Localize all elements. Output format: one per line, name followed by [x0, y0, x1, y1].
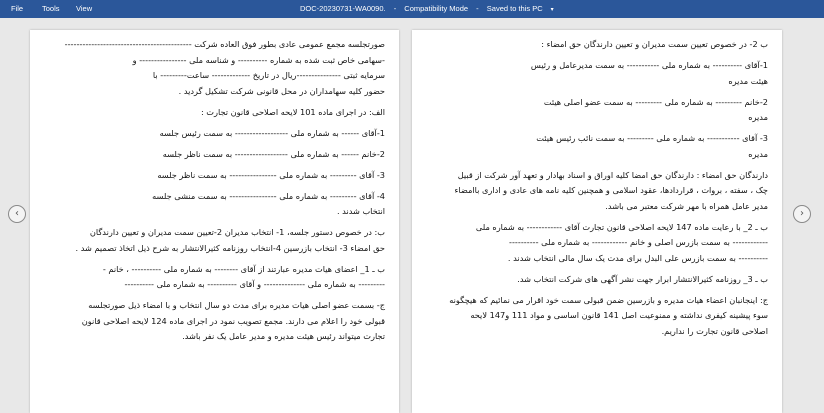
page-text [428, 38, 768, 340]
text-line: مدیر عامل همراه با مهر شرکت معتبر می باشد. [605, 200, 768, 211]
save-status-label: Saved to this PC [486, 4, 543, 13]
text-line: حق امضاء 3- انتخاب بازرسین 4-انتخاب روزنامه کثیرالانتشار به شرح ذیل اتخاذ تصمیم شد . [75, 242, 385, 253]
previous-page-arrow-icon[interactable]: ‹ [8, 205, 26, 223]
document-name: DOC-20230731-WA0090. [300, 4, 386, 13]
text-line: ج- بسمت عضو اصلی هیات مدیره برای مدت دو سال انتخاب و با امضاء ذیل صورتجلسه [88, 300, 385, 310]
text-line: ب: در خصوص دستور جلسه، 1- انتخاب مدیران 2-تعیین سمت مدیران و تعیین دارندگان [89, 227, 385, 237]
text-line: ب ـ 2_ با رعایت ماده 147 لایحه اصلاحی قانون تجارت آقای ------------ به شماره ملی [475, 221, 768, 232]
window-title [300, 4, 566, 13]
text-line: 4- آقای --------- به شماره ملی ---------------- به سمت منشی جلسه [152, 190, 385, 201]
text-line: اصلاحی قانون تجارت را نداریم. [661, 325, 768, 336]
document-page-right [412, 30, 782, 413]
text-line: حضور کلیه سهامداران در محل قانونی شرکت تشکیل گردید . [178, 85, 385, 96]
text-line: ---------- به سمت بازرس علی البدل برای مدت یک سال مالی انتخاب شدند . [507, 252, 768, 263]
text-line: ب ـ 1_ اعضای هیات مدیره عبارتند از آقای -------- به شماره ملی ---------- ، خانم - [102, 263, 385, 274]
title-separator: - [476, 4, 479, 13]
save-status[interactable] [487, 4, 560, 13]
compatibility-mode-label: Compatibility Mode [404, 4, 469, 13]
text-line: تجارت میتواند رئیس هیئت مدیره و مدیر عامل یک نفر باشد. [182, 331, 385, 341]
text-line: ب 2- در خصوص تعیین سمت مدیران و تعیین دارندگان حق امضاء : [541, 39, 768, 49]
document-page-left [30, 30, 399, 413]
text-line: قبولی خود را اعلام می دارند. مجمع تصویب نمود در اجرای ماده 124 لایحه اصلاحی قانون [81, 315, 385, 326]
text-line: 1-آقای ---------- به شماره ملی ----------- به سمت مدیرعامل و رئیس [530, 60, 768, 70]
text-line: صورتجلسه مجمع عمومی عادی بطور فوق العاده شرکت ------------------------------------------- [64, 39, 385, 49]
text-line: مدیره [748, 148, 768, 159]
text-line: سرمایه ثبتی ---------------ریال در تاریخ ------------- ساعت--------- با [152, 70, 385, 80]
text-line: -سهامی خاص ثبت شده به شماره ---------- و شناسه ملی ---------------- و [132, 54, 385, 65]
page-text [46, 38, 385, 346]
menu-file[interactable]: File [11, 4, 24, 13]
text-line: 3- آقای ----------- به شماره ملی --------- به سمت نائب رئیس هیئت [536, 133, 768, 143]
title-bar [0, 0, 824, 18]
text-line: 2-خانم --------- به شماره ملی --------- به سمت عضو اصلی هیئت [543, 96, 768, 107]
text-line: --------- به شماره ملی -------------- و آقای ---------- به شماره ملی ---------- [124, 279, 385, 289]
text-line: مدیره [748, 112, 768, 122]
text-line: سوء پیشینه کیفری نداشته و ممنوعیت اصل 141 قانون اساسی و مواد 111 و147 لایحه [470, 310, 768, 320]
text-line: 2-خانم ------ به شماره ملی ------------------ به سمت ناظر جلسه [162, 148, 385, 159]
text-line: دارندگان حق امضاء : دارندگان حق امضا کلیه اوراق و اسناد بهادار و تعهد آور شرکت از قبیل [457, 169, 768, 180]
text-line: 3- آقای --------- به شماره ملی ---------------- به سمت ناظر جلسه [157, 169, 385, 180]
text-line: انتخاب شدند . [336, 206, 385, 216]
title-separator: - [393, 4, 397, 13]
text-line: ج: اینجانبان اعضاء هیات مدیره و بازرسین ضمن قبولی سمت خود اقرار می نمائیم که هیچگونه [449, 294, 768, 305]
chevron-down-icon: ▾ [550, 7, 554, 13]
text-line: چک ، سفته ، بروات ، قراردادها، عقود اسلامی و همچنین کلیه نامه های عادی و اداری باامضاء [454, 185, 768, 195]
text-line: الف: در اجرای ماده 101 لایحه اصلاحی قانون تجارت : [200, 106, 385, 117]
text-line: ب ـ 3_ روزنامه کثیرالانتشار ابرار جهت نشر آگهی های شرکت انتخاب شد. [517, 273, 768, 284]
text-line: هیئت مدیره [728, 75, 768, 86]
text-line: 1-آقای ------ به شماره ملی ------------------ به سمت رئیس جلسه [159, 127, 385, 138]
next-page-arrow-icon[interactable]: › [793, 205, 811, 223]
menu-tools[interactable]: Tools [42, 4, 60, 13]
menu-view[interactable]: View [76, 4, 93, 13]
text-line: ------------ به سمت بازرس اصلی و خانم ------------ به شماره ملی ---------- [509, 237, 768, 247]
